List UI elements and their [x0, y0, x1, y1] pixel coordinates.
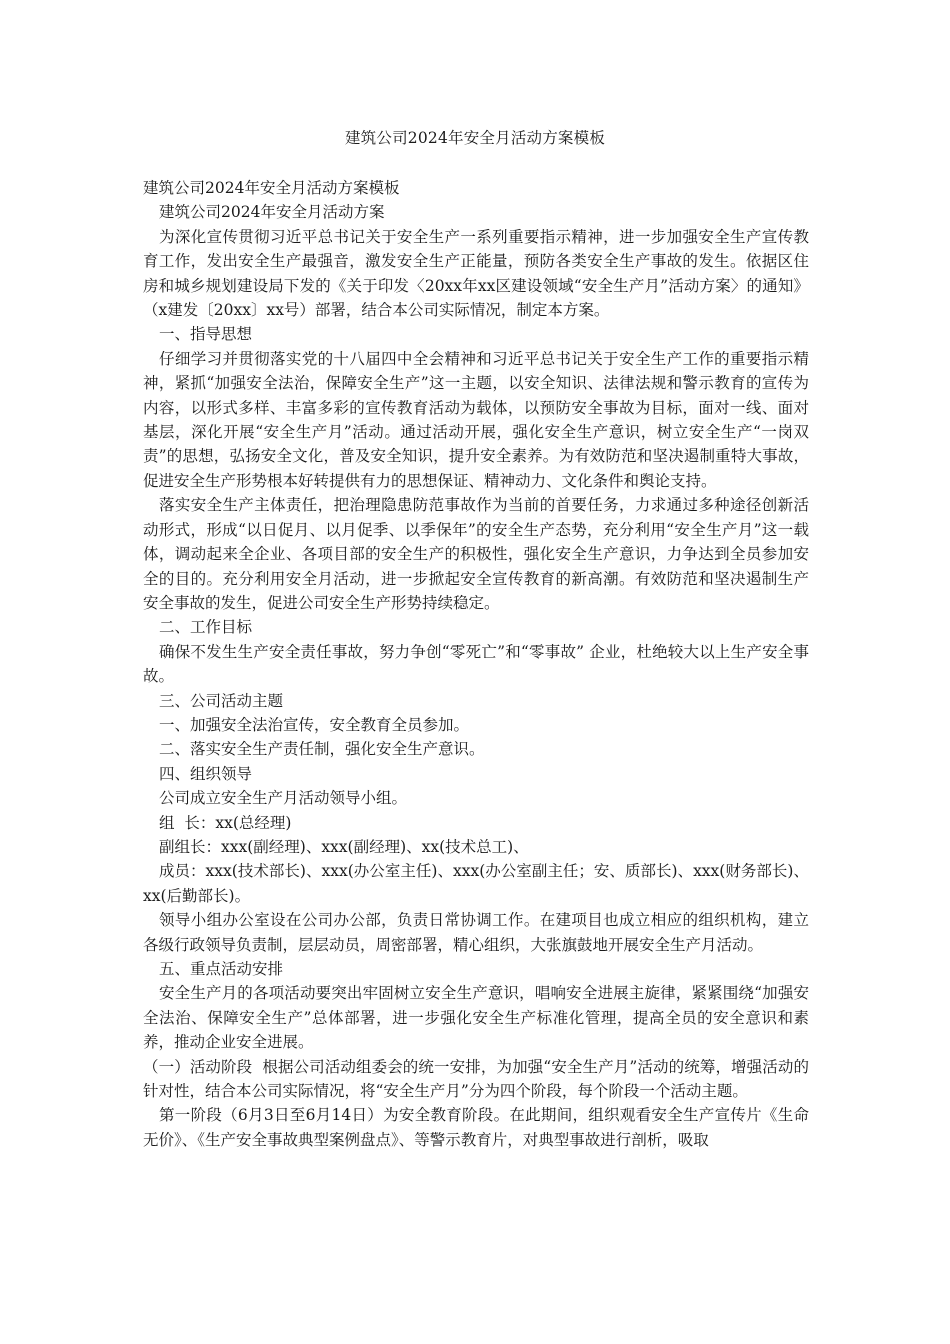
- leadership-intro: 公司成立安全生产月活动领导小组。: [159, 789, 408, 808]
- section-heading-goals: 二、工作目标: [159, 618, 253, 637]
- members-line: 成员：xxx(技术部长)、xxx(办公室主任)、xxx(办公室副主任；安、质部长)、xxx(财务部长)、xx(后勤部长)。: [143, 862, 809, 905]
- paragraph-guiding-ideology: 仔细学习并贯彻落实党的十八届四中全会精神和习近平总书记关于安全生产工作的重要指示精神，紧抓“加强安全法治，保障安全生产”这一主题，以安全知识、法律法规和警示教育的宣传为内容，以形式多样、丰富多彩的宣传教育活动为载体，以预防安全事故为目标，面对一线、面对基层，深化开展“安全生产月”活动。通过活动开展，强化安全生产意识，树立安全生产“一岗双责”的思想，弘扬安全文化，普及安全知识，提升安全素养。为有效防范和坚决遏制重特大事故，促进安全生产形势根本好转提供有力的思想保证、精神动力、文化条件和舆论支持。: [143, 349, 809, 490]
- paragraph-responsibility: 落实安全生产主体责任，把治理隐患防范事故作为当前的首要任务，力求通过多种途径创新活动形式，形成“以日促月、以月促季、以季保年”的安全生产态势，充分利用“安全生产月”这一载体，调动起来全企业、各项目部的安全生产的积极性，强化安全生产意识，力争达到全员参加安全的目的。充分利用安全月活动，进一步掀起安全宣传教育的新高潮。有效防范和坚决遏制生产安全事故的发生，促进公司安全生产形势持续稳定。: [143, 496, 809, 612]
- document-title: 建筑公司2024年安全月活动方案模板: [344, 129, 606, 147]
- section-heading-guiding-ideology: 一、指导思想: [159, 325, 253, 344]
- section-heading-key-activities: 五、重点活动安排: [159, 960, 284, 978]
- deputy-leaders-line: 副组长：xxx(副经理)、xxx(副经理)、xx(技术总工)、: [159, 837, 529, 856]
- section-heading-theme: 三、公司活动主题: [159, 691, 284, 710]
- intro-paragraph: 为深化宣传贯彻习近平总书记关于安全生产一系列重要指示精神，进一步加强安全生产宣传教育工作，发出安全生产最强音，激发安全生产正能量，预防各类安全生产事故的发生。依据区住房和城乡规划建设局下发的《关于印发〈20xx年xx区建设领域“安全生产月”活动方案〉的通知》（x建发〔20xx〕xx号）部署，结合本公司实际情况，制定本方案。: [143, 227, 809, 320]
- theme-item-2: 二、落实安全生产责任制，强化安全生产意识。: [159, 740, 485, 759]
- document-body: [143, 176, 809, 1152]
- stage-one-paragraph: 第一阶段（6月3日至6月14日）为安全教育阶段。在此期间，组织观看安全生产宣传片《生命无价》、《生产安全事故典型案例盘点》、等警示教育片，对典型事故进行剖析，吸取: [143, 1106, 809, 1149]
- theme-item-1: 一、加强安全法治宣传，安全教育全员参加。: [159, 715, 470, 734]
- activity-stages-paragraph: （一）活动阶段 根据公司活动组委会的统一安排，为加强“安全生产月”活动的统筹，增强活动的针对性，结合本公司实际情况，将“安全生产月”分为四个阶段，每个阶段一个活动主题。: [143, 1057, 809, 1101]
- plan-title: 建筑公司2024年安全月活动方案: [159, 203, 385, 222]
- paragraph-goals: 确保不发生生产安全责任事故，努力争创“零死亡”和“零事故” 企业，杜绝较大以上生产安全事故。: [143, 642, 809, 686]
- leader-line: 组 长：xx(总经理): [159, 813, 292, 832]
- body-heading: 建筑公司2024年安全月活动方案模板: [143, 179, 400, 197]
- section-heading-leadership: 四、组织领导: [159, 764, 253, 783]
- office-paragraph: 领导小组办公室设在公司办公部，负责日常协调工作。在建项目也成立相应的组织机构，建立各级行政领导负责制，层层动员，周密部署，精心组织，大张旗鼓地开展安全生产月活动。: [143, 911, 809, 954]
- key-activities-paragraph: 安全生产月的各项活动要突出牢固树立安全生产意识，唱响安全进展主旋律，紧紧围绕“加强安全法治、保障安全生产”总体部署，进一步强化安全生产标准化管理，提高全员的安全意识和素养，推动企业安全进展。: [143, 984, 809, 1052]
